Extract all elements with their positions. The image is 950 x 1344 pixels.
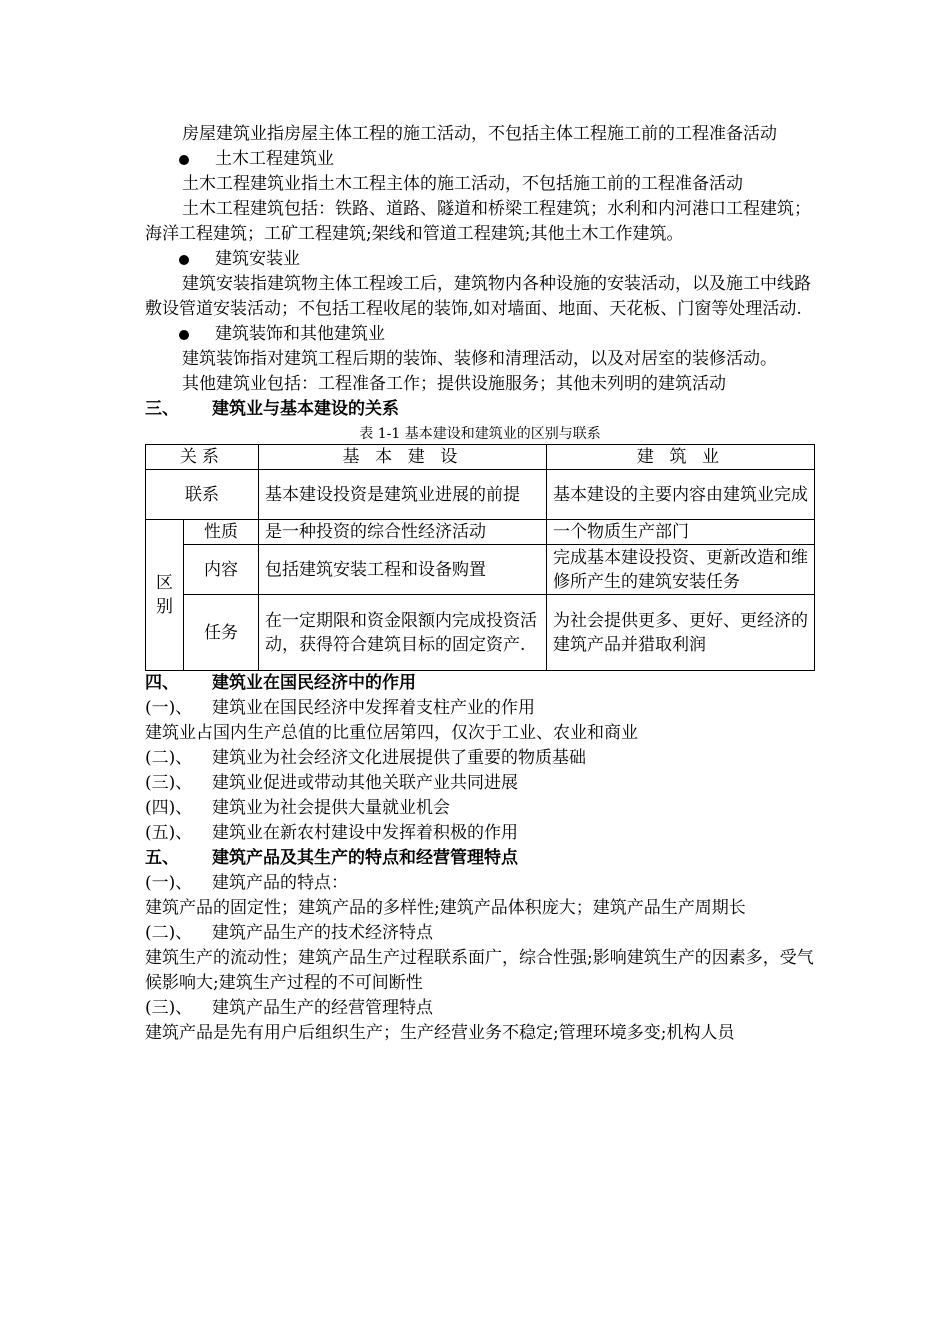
table-cell: 包括建筑安装工程和设备购置 [259,545,547,595]
section-heading-3: 三、 建筑业与基本建设的关系 [145,399,399,419]
s5-item: (一)、 建筑产品的特点： [145,873,348,893]
s4-item: (三)、 建筑业促进或带动其他关联产业共同进展 [145,773,518,793]
table-cell: 在一定期限和资金限额内完成投资活动，获得符合建筑目标的固定资产. [259,595,547,671]
paragraph-anzhuang: 建筑安装指建筑物主体工程竣工后，建筑物内各种设施的安装活动，以及施工中线路敷设管道安装活动；不包括工程收尾的装饰,如对墙面、地面、天花板、门窗等处理活动. [145,274,811,319]
section-heading-5: 五、 建筑产品及其生产的特点和经营管理特点 [145,848,518,868]
s4-item: (二)、 建筑业为社会经济文化进展提供了重要的物质基础 [145,748,586,768]
bullet-text: 土木工程建筑业 [215,149,334,169]
s5-paragraph: 建筑产品的固定性；建筑产品的多样性;建筑产品体积庞大；建筑产品生产周期长 [145,898,746,918]
bullet-text: 建筑安装业 [215,249,300,269]
bullet-dot-icon [179,255,189,265]
s4-item: (四)、 建筑业为社会提供大量就业机会 [145,798,450,818]
table-row [146,545,815,595]
table-header-row [146,445,815,470]
s4-paragraph: 建筑业占国内生产总值的比重位居第四，仅次于工业、农业和商业 [145,723,638,743]
bullet-anzhuang [145,247,815,272]
paragraph-fangwu: 房屋建筑业指房屋主体工程的施工活动，不包括主体工程施工前的工程准备活动 [182,124,777,144]
bullet-text: 建筑装饰和其他建筑业 [215,324,385,344]
s5-item: (三)、 建筑产品生产的经营管理特点 [145,998,433,1018]
s4-item: (五)、 建筑业在新农村建设中发挥着积极的作用 [145,823,518,843]
paragraph-tumu-2: 土木工程建筑包括：铁路、道路、隧道和桥梁工程建筑；水利和内河港口工程建筑；海洋工程建筑；工矿工程建筑;架线和管道工程建筑;其他土木工作建筑。 [145,199,811,244]
paragraph-tumu-1: 土木工程建筑业指土木工程主体的施工活动，不包括施工前的工程准备活动 [182,174,743,194]
table-cell: 是一种投资的综合性经济活动 [259,520,547,545]
table-header: 建 筑 业 [547,445,815,470]
table-cell: 完成基本建设投资、更新改造和维修所产生的建筑安装任务 [547,545,815,595]
section-heading-4: 四、 建筑业在国民经济中的作用 [145,673,416,693]
table-header: 关系 [146,445,259,470]
bullet-zhuangshi [145,322,815,347]
table-row [146,520,815,545]
table-cell: 为社会提供更多、更好、更经济的建筑产品并猎取利润 [547,595,815,671]
table-row [146,470,815,520]
table-cell: 任务 [184,595,259,671]
comparison-table [145,444,815,671]
table-cell: 基本建设的主要内容由建筑业完成 [547,470,815,520]
table-cell: 基本建设投资是建筑业进展的前提 [259,470,547,520]
s5-paragraph: 建筑生产的流动性；建筑产品生产过程联系面广，综合性强;影响建筑生产的因素多，受气候影响大;建筑生产过程的不可间断性 [145,948,814,993]
s5-item: (二)、 建筑产品生产的技术经济特点 [145,923,433,943]
s4-item: (一)、 建筑业在国民经济中发挥着支柱产业的作用 [145,698,535,718]
table-cell: 性质 [184,520,259,545]
table-cell-qubie: 区别 [146,520,184,671]
table-cell: 联系 [146,470,259,520]
bullet-dot-icon [179,330,189,340]
paragraph-zhuangshi: 建筑装饰指对建筑工程后期的装饰、装修和清理活动，以及对居室的装修活动。 [182,349,777,369]
table-header: 基 本 建 设 [259,445,547,470]
paragraph-qita: 其他建筑业包括：工程准备工作；提供设施服务；其他未列明的建筑活动 [182,374,726,394]
table-cell: 内容 [184,545,259,595]
table-cell: 一个物质生产部门 [547,520,815,545]
s5-paragraph: 建筑产品是先有用户后组织生产；生产经营业务不稳定;管理环境多变;机构人员 [145,1023,735,1043]
document-page [145,122,815,1046]
bullet-tumu [145,147,815,172]
table-row [146,595,815,671]
table-caption: 表 1-1 基本建设和建筑业的区别与联系 [359,426,601,442]
bullet-dot-icon [179,155,189,165]
